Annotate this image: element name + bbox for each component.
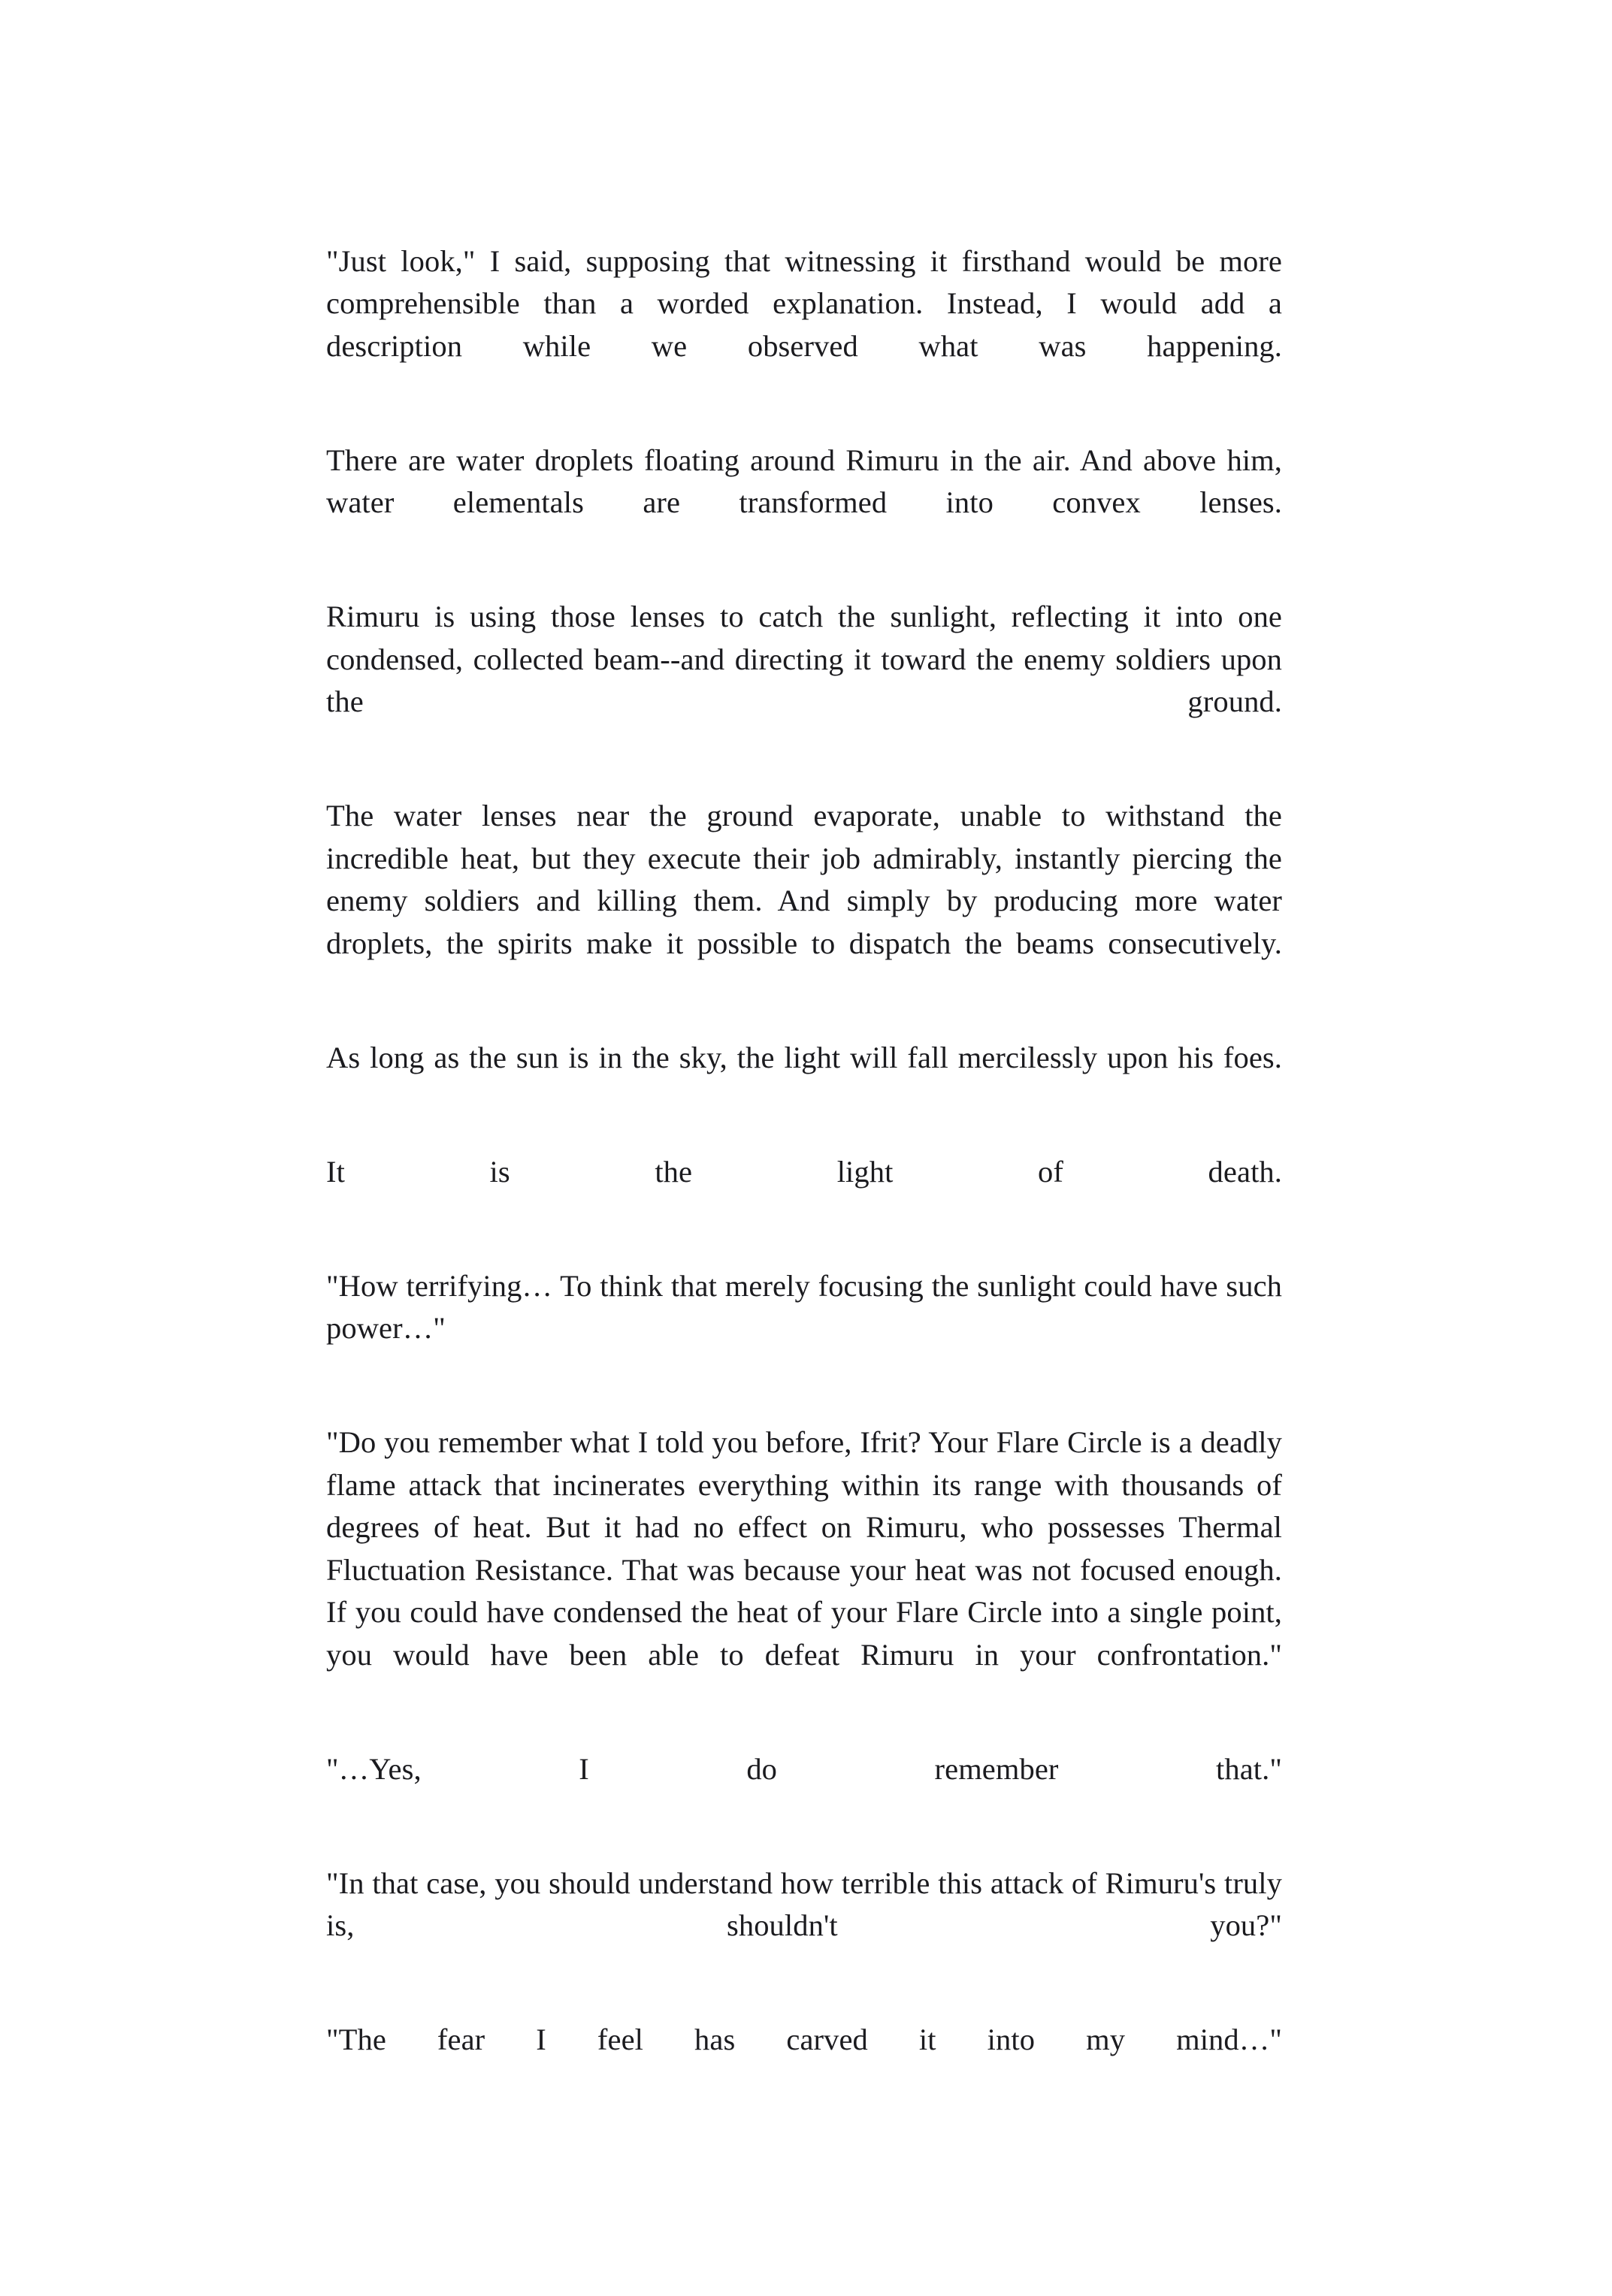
paragraph: The water lenses near the ground evaporate, unable to withstand the incredible heat, but they execute their job admirably, instantly piercing the enemy soldiers and killing them. And simply by producing more water droplets, the spirits make it possible to dispatch the beams consecutively.	[326, 799, 1282, 960]
paragraph: There are water droplets floating around Rimuru in the air. And above him, water elementals are transformed into convex lenses.	[326, 443, 1282, 520]
paragraph: "…Yes, I do remember that."	[326, 1751, 1282, 1786]
body-text-column	[326, 240, 1282, 2104]
paragraph: As long as the sun is in the sky, the light will fall mercilessly upon his foes.	[326, 1040, 1282, 1074]
paragraph: "Do you remember what I told you before, Ifrit? Your Flare Circle is a deadly flame attack that incinerates everything within its range with thousands of degrees of heat. But it had no effect on Rimuru, who possesses Thermal Fluctuation Resistance. That was because your heat was not focused enough. If you could have condensed the heat of your Flare Circle into a single point, you would have been able to defeat Rimuru in your confrontation."	[326, 1425, 1282, 1672]
paragraph: "The fear I feel has carved it into my mind…"	[326, 2022, 1282, 2056]
paragraph: "In that case, you should understand how terrible this attack of Rimuru's truly is, shouldn't you?"	[326, 1866, 1282, 1942]
paragraph: Rimuru is using those lenses to catch the sunlight, reflecting it into one condensed, collected beam--and directing it toward the enemy soldiers upon the ground.	[326, 600, 1282, 719]
paragraph: "Just look," I said, supposing that witnessing it firsthand would be more comprehensible than a worded explanation. Instead, I would add a description while we observed what was happening.	[326, 244, 1282, 363]
paragraph: It is the light of death.	[326, 1154, 1282, 1189]
paragraph: "How terrifying… To think that merely focusing the sunlight could have such power…"	[326, 1268, 1282, 1346]
